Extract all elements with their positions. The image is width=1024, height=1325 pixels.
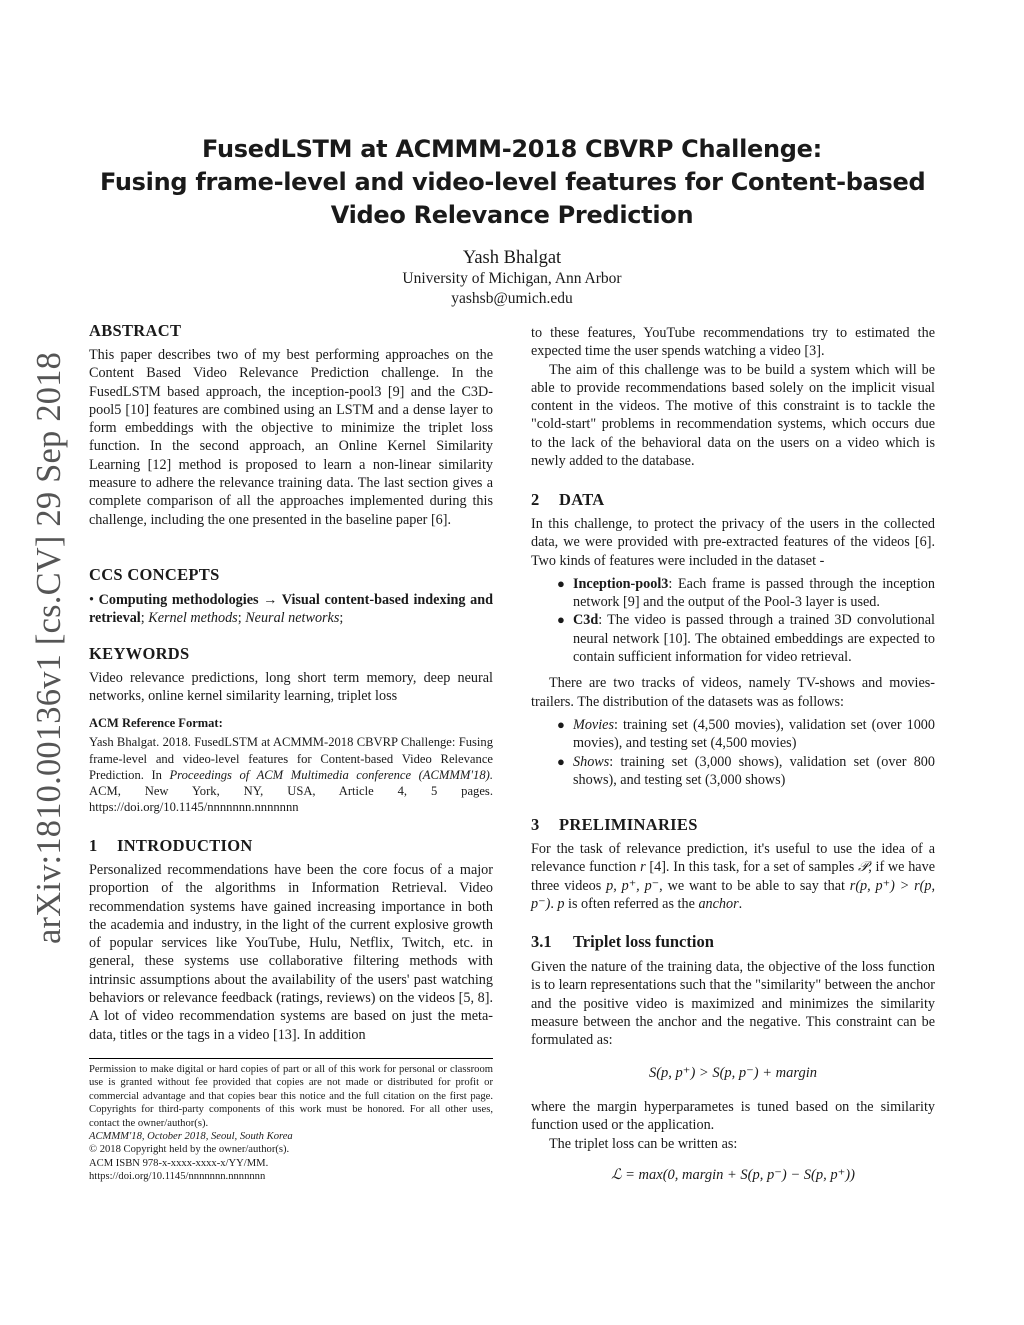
ccs-sep: ; [140, 610, 145, 627]
prelim-heading [531, 815, 698, 835]
doi-link[interactable]: https://doi.org/10.1145/nnnnnnn.nnnnnnn [89, 1171, 266, 1183]
keywords-heading: KEYWORDS [89, 644, 190, 663]
intro-heading [89, 836, 253, 856]
triplet-heading [531, 932, 714, 952]
acm-ref-heading: ACM Reference Format: [89, 716, 223, 730]
split-desc: : training set (3,000 shows), validation set (over 800 shows), and testing set (3,000 shows) [573, 753, 935, 788]
author-email: yashsb@umich.edu [451, 290, 573, 307]
prelim-body [531, 840, 935, 913]
subsection-number: 3.1 [531, 932, 552, 951]
math: p, p⁺, p⁻ [606, 877, 660, 894]
data-body [531, 515, 935, 789]
split-name: Movies [573, 716, 614, 733]
margin-text: where the margin hyperparametes is tuned based on the similarity function used or the application. [531, 1099, 935, 1134]
intro-cont-text: to these features, YouTube recommendations try to estimated the expected time the user spends watching a video [3]. [531, 325, 935, 360]
title-line-2: Fusing frame-level and video-level features for Content-based [100, 168, 926, 196]
triplet-loss-equation: ℒ = max(0, margin + S(p, p⁻) − S(p, p⁺)) [611, 1167, 855, 1183]
footnote [89, 1063, 493, 1184]
title-line-3: Video Relevance Prediction [330, 201, 694, 229]
math: 𝒫 [858, 859, 869, 876]
venue: ACMMM'18, October 2018, Seoul, South Korea [89, 1131, 293, 1143]
bullet: ● [557, 575, 565, 591]
triplet-after [531, 1098, 935, 1153]
loss-intro-text: The triplet loss can be written as: [549, 1135, 738, 1152]
ccs-end: ; [339, 610, 344, 627]
feature-name: C3d [573, 612, 599, 629]
keywords-body [89, 669, 493, 706]
bullet: ● [557, 612, 565, 628]
split-name: Shows [573, 753, 610, 770]
permission-notice: Permission to make digital or hard copies of part or all of this work for personal or classroom use is granted without fee provided that copies are not made or distributed for profit or commercial advantage and that copies bear this notice and the full citation on the first page. Copyrights for third-party components of this work must be honored. For all other uses, contact the owner/author(s). [89, 1064, 493, 1129]
acm-ref-proceedings: Proceedings of ACM Multimedia conference (ACMMM'18). [169, 767, 493, 782]
footnote-divider [89, 1058, 493, 1059]
data-heading [531, 490, 605, 510]
ccs-body [89, 591, 493, 628]
subsection-title: Triplet loss function [573, 932, 714, 951]
feature-list [531, 575, 935, 666]
author-name: Yash Bhalgat [462, 248, 562, 268]
split-desc: : training set (4,500 movies), validation set (over 1000 movies), and testing set (4,500 movies) [573, 716, 935, 752]
section-title: DATA [559, 490, 605, 509]
section-number: 1 [89, 836, 98, 855]
acm-ref-part: Yash Bhalgat. 2018. FusedLSTM at ACMMM-2018 CBVRP Challenge: Fusing frame-level and video-level features for Content-based Video Relevance Prediction. In [89, 735, 493, 782]
section-title: PRELIMINARIES [559, 815, 698, 834]
section-title: INTRODUCTION [117, 836, 253, 855]
list-item [531, 716, 935, 753]
math: r [640, 859, 646, 876]
anchor-term: anchor [698, 895, 739, 912]
acm-reference [89, 714, 493, 815]
copyright: © 2018 Copyright held by the owner/author(s). [89, 1144, 290, 1156]
ccs-sep: ; [237, 610, 242, 627]
acm-ref-text [89, 734, 493, 815]
text-part: For the task of relevance prediction, it's useful to use the idea of a relevance function [531, 841, 935, 876]
ccs-bullet: • [89, 592, 94, 608]
triplet-body [531, 958, 935, 1049]
text-part: , if we have three videos [531, 859, 935, 894]
ccs-neural: Neural networks [245, 610, 340, 627]
author-info [0, 269, 1024, 309]
section-number: 2 [531, 490, 540, 509]
abstract-heading: ABSTRACT [89, 321, 182, 340]
tracks-text: There are two tracks of videos, namely TV-shows and movies-trailers. The distribution of the datasets was as follows: [531, 675, 935, 710]
text-part: . [550, 895, 558, 912]
list-item [531, 611, 935, 666]
data-intro-text: In this challenge, to protect the privacy of the users in the collected data, we were provided with pre-extracted features of the videos [6]. Two kinds of features were included in the dataset - [531, 516, 935, 569]
list-item [531, 575, 935, 612]
intro-body [89, 861, 493, 1044]
text-part: , we want to be able to say that [659, 877, 850, 894]
section-number: 3 [531, 815, 540, 834]
abstract-body [89, 346, 493, 529]
margin-equation: S(p, p⁺) > S(p, p⁻) + margin [648, 1065, 818, 1081]
text-part: [4]. In this task, for a set of samples [645, 859, 858, 876]
abstract-text: This paper describes two of my best performing approaches on the Content Based Video Relevance Prediction challenge. In the FusedLSTM based approach, the inception-pool3 [9] and the C3D-pool5 [10] features are combined using an LSTM and a dense layer to form embeddings with the objective to minimize the triplet loss function. In the second approach, an Online Kernel Similarity Learning [12] method is proposed to learn a non-linear similarity measure to adhere the relevance training data. The last section gives a complete comparison of all the approaches implemented during this challenge, including the one presented in the baseline paper [6]. [89, 347, 493, 528]
paper-title [100, 133, 924, 232]
ccs-text [89, 591, 493, 628]
arxiv-identifier: arXiv:1810.00136v1 [cs.CV] 29 Sep 2018 [30, 351, 68, 944]
text-part: is often referred as the [564, 895, 699, 912]
ccs-concept: Computing methodologies → Visual content-based indexing and retrieval [89, 592, 494, 627]
feature-name: Inception-pool3 [573, 575, 669, 592]
keywords-text: Video relevance predictions, long short term memory, deep neural networks, online kernel similarity learning, triplet loss [89, 670, 493, 705]
feature-desc: : Each frame is passed through the inception network [9] and the output of the Pool-3 layer is used. [573, 575, 935, 611]
math: r(p, p⁺) > r(p, p⁻) [531, 877, 936, 912]
challenge-aim-text: The aim of this challenge was to be build a system which will be able to provide recommendations based solely on the implicit visual content in the videos. The motive of this constraint is to tackle the "cold-start" problems in recommendation systems, which occurs due to the lack of the behavioral data on the users on a video which is newly added to the database. [531, 361, 935, 470]
prelim-text [531, 840, 935, 913]
bullet: ● [557, 716, 565, 732]
triplet-text: Given the nature of the training data, the objective of the loss function is to learn representations such that the "similarity" between the anchor and the positive video is maximized and minimizes the similarity measure between the anchor and the negative. This constraint can be formulated as: [531, 959, 935, 1049]
split-list [531, 716, 935, 789]
intro-text: Personalized recommendations have been the core focus of a major proportion of the algorithms in Information Retrieval. Video recommendation systems have gained increasing importance in both the academia and industry, in the light of the current explosive growth of popular services like YouTube, Hulu, Netflix, Twitch, etc. in general, these systems use collaborative filtering methods with intrinsic assumptions about the availability of the users' past watching behaviors or relevance feedback (ratings, reviews) on the videos [5, 8]. A lot of video recommendation systems are based on just the meta-data, titles or the tags in a video [13]. In addition [89, 862, 493, 1043]
affiliation: University of Michigan, Ann Arbor [402, 270, 622, 287]
ccs-kernel: Kernel methods [148, 610, 238, 627]
bullet: ● [557, 753, 565, 769]
feature-desc: : The video is passed through a trained 3D convolutional neural network [10]. The obtained embeddings are expected to contain sufficient information for video retrieval. [573, 612, 935, 666]
intro-continued [531, 324, 935, 470]
ccs-heading: CCS CONCEPTS [89, 565, 220, 584]
isbn: ACM ISBN 978-x-xxxx-xxxx-x/YY/MM. [89, 1157, 269, 1169]
text-part: . [738, 895, 743, 912]
list-item [531, 753, 935, 790]
title-line-1: FusedLSTM at ACMMM-2018 CBVRP Challenge: [202, 135, 822, 163]
acm-ref-part: ACM, New York, NY, USA, Article 4, 5 pages. https://doi.org/10.1145/nnnnnnn.nnnnnnn [89, 783, 493, 815]
math: p [557, 895, 565, 912]
